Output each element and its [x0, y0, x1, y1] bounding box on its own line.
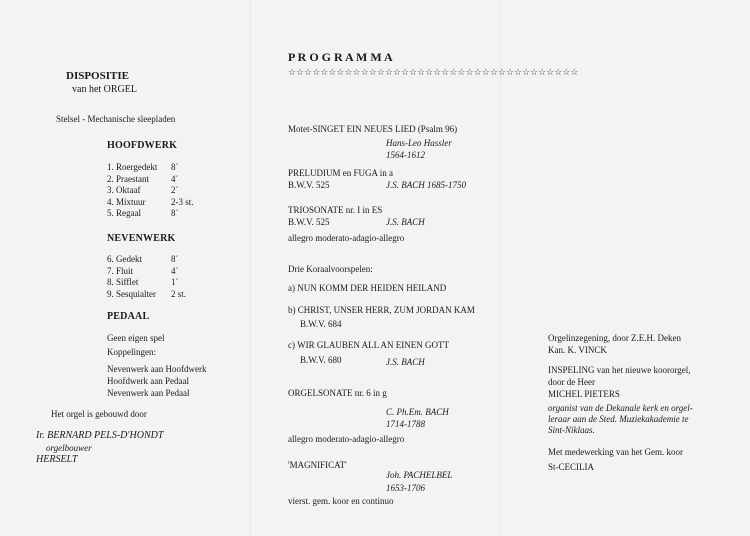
register-pitch: 2 st.: [171, 288, 187, 299]
door-heer-line: door de Heer: [548, 377, 595, 387]
motet-dates: 1564-1612: [386, 150, 425, 160]
magnificat-scoring: vierst. gem. koor en continuo: [288, 496, 394, 506]
inzegening-line: Orgelinzegening, door Z.E.H. Deken: [548, 333, 682, 343]
builder-place: HERSELT: [36, 454, 78, 465]
register-row: [107, 289, 227, 299]
register-pitch: 8´: [171, 254, 179, 264]
choir-name: St-CECILIA: [548, 462, 594, 472]
pedaal-line2: Koppelingen:: [107, 347, 156, 357]
prelude-title: PRELUDIUM en FUGA in a: [288, 168, 393, 178]
star-divider: ☆☆☆☆☆☆☆☆☆☆☆☆☆☆☆☆☆☆☆☆☆☆☆☆☆☆☆☆☆☆☆☆☆☆☆☆: [288, 67, 579, 77]
coupling-item: Nevenwerk aan Pedaal: [107, 388, 190, 398]
trio-title: TRIOSONATE nr. I in ES: [288, 205, 383, 215]
register-pitch: 8´: [171, 208, 179, 218]
register-pitch: 2-3 st.: [171, 196, 194, 207]
magnificat-title: 'MAGNIFICAT': [288, 460, 347, 470]
organist-desc-1: organist van de Dekanale kerk en orgel-: [548, 403, 693, 413]
organist-desc-2: leraar aan de Sted. Muziekakademie te: [548, 414, 689, 424]
dispositie-subtitle: van het ORGEL: [72, 84, 137, 95]
register-name: 6. Gedekt: [107, 254, 142, 264]
register-pitch: 8´: [171, 162, 179, 172]
magnificat-dates: 1653-1706: [386, 483, 425, 493]
register-row: [107, 254, 227, 264]
trio-bwv: B.W.V. 525: [288, 217, 330, 227]
fold-line-left: [250, 0, 251, 536]
hoofdwerk-heading: HOOFDWERK: [107, 140, 178, 151]
sonate-composer: C. Ph.Em. BACH: [386, 407, 449, 417]
motet-composer: Hans-Leo Hassler: [386, 138, 452, 148]
register-row: [107, 208, 227, 218]
trio-composer: J.S. BACH: [386, 217, 425, 227]
magnificat-composer: Joh. PACHELBEL: [386, 470, 453, 480]
pedaal-heading: PEDAAL: [107, 311, 150, 322]
coupling-item: Hoofdwerk aan Pedaal: [107, 376, 189, 386]
register-name: 5. Regaal: [107, 208, 141, 218]
register-pitch: 4´: [171, 265, 179, 276]
prelude-composer: J.S. BACH 1685-1750: [386, 180, 466, 190]
motet-title: Motet-SINGET EIN NEUES LIED (Psalm 96): [288, 124, 458, 134]
register-row: [107, 185, 227, 195]
koraal-c: c) WIR GLAUBEN ALL AN EINEN GOTT: [288, 340, 449, 350]
fold-line-right: [500, 0, 501, 536]
stelsel-line: Stelsel - Mechanische sleepladen: [56, 114, 176, 124]
sonate-title: ORGELSONATE nr. 6 in g: [288, 388, 387, 398]
register-name: 1. Roergedekt: [107, 162, 158, 172]
koraal-c-bwv: B.W.V. 680: [300, 355, 342, 365]
builder-role: orgelbouwer: [46, 443, 92, 453]
koraal-b-bwv: B.W.V. 684: [300, 319, 342, 329]
register-pitch: 4´: [171, 173, 179, 184]
prelude-bwv: B.W.V. 525: [288, 180, 330, 190]
nevenwerk-heading: NEVENWERK: [107, 233, 176, 244]
register-name: 9. Sesquialter: [107, 288, 156, 299]
koraal-b: b) CHRIST, UNSER HERR, ZUM JORDAN KAM: [288, 305, 475, 315]
inspeling-line: INSPELING van het nieuwe koororgel,: [548, 365, 691, 375]
register-name: 3. Oktaaf: [107, 185, 141, 195]
register-name: 7. Fluit: [107, 265, 134, 276]
dispositie-title: DISPOSITIE: [66, 70, 129, 82]
register-row: [107, 197, 227, 207]
register-row: [107, 162, 227, 172]
pedaal-line1: Geen eigen spel: [107, 333, 165, 343]
organist-desc-3: Sint-Niklaas.: [548, 425, 595, 435]
programma-title: P R O G R A M M A: [288, 50, 393, 64]
koraal-intro: Drie Koraalvoorspelen:: [288, 264, 373, 274]
register-pitch: 1´: [171, 277, 179, 287]
deken-name: Kan. K. VINCK: [548, 345, 607, 355]
organist-name: MICHEL PIETERS: [548, 389, 620, 399]
register-pitch: 2´: [171, 185, 179, 195]
register-name: 8. Sifflet: [107, 277, 139, 287]
sonate-dates: 1714-1788: [386, 419, 425, 429]
koraal-c-composer: J.S. BACH: [386, 357, 425, 367]
trio-tempo: allegro moderato-adagio-allegro: [288, 233, 405, 243]
register-name: 4. Mixtuur: [107, 196, 146, 207]
sonate-tempo: allegro moderato-adagio-allegro: [288, 434, 405, 444]
builder-intro: Het orgel is gebouwd door: [51, 409, 147, 419]
coupling-item: Nevenwerk aan Hoofdwerk: [107, 364, 207, 374]
register-name: 2. Praestant: [107, 173, 149, 184]
register-row: [107, 277, 227, 287]
register-row: [107, 174, 227, 184]
koraal-a: a) NUN KOMM DER HEIDEN HEILAND: [288, 283, 447, 293]
builder-name: Ir. BERNARD PELS-D'HONDT: [36, 430, 164, 441]
medewerking-line: Met medewerking van het Gem. koor: [548, 447, 683, 457]
register-row: [107, 266, 227, 276]
